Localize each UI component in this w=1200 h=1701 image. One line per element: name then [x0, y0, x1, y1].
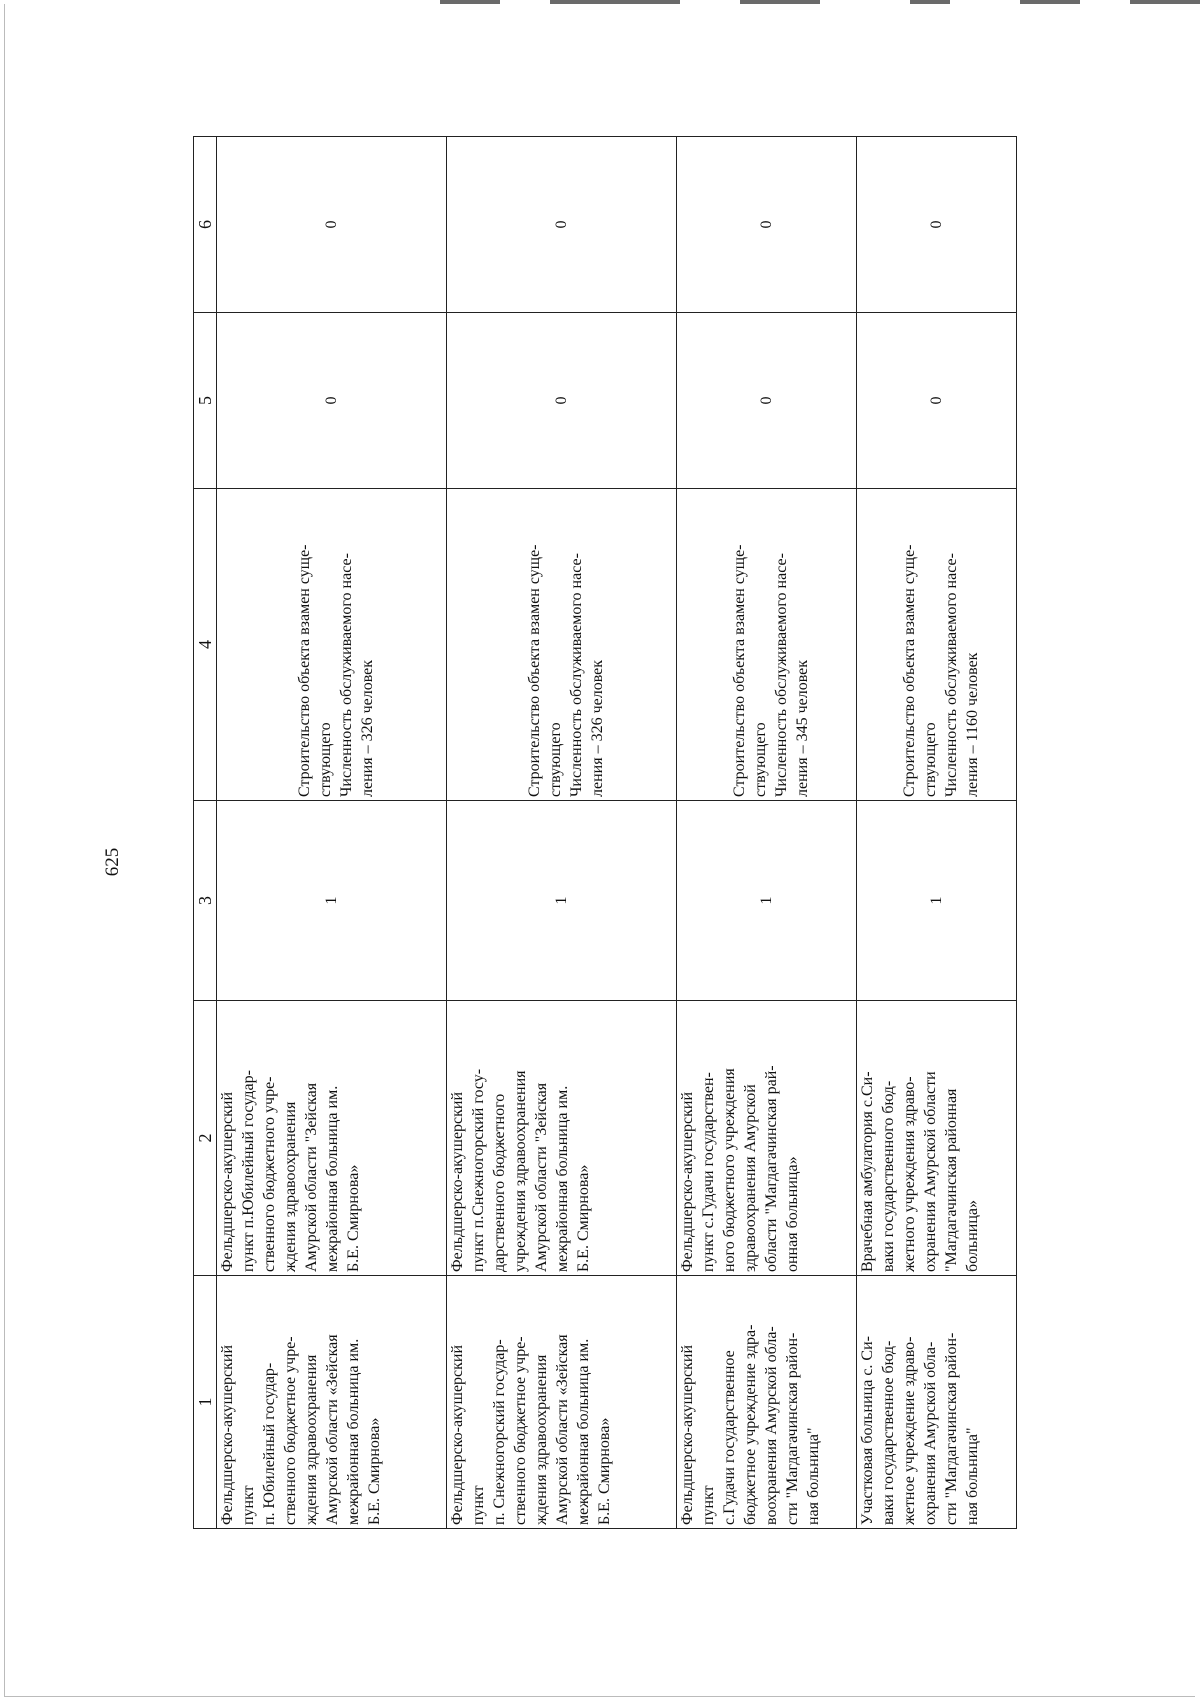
scan-artifact-marks [440, 0, 1200, 6]
header-col-4: 4 [194, 489, 217, 801]
header-col-5: 5 [194, 313, 217, 489]
cell-col3: 1 [677, 801, 857, 1001]
cell-col3: 1 [447, 801, 677, 1001]
table-header-row [194, 137, 217, 1529]
cell-col2: Фельдшерско-акушерский пункт п.Юбилейный государ- ственного бюджетного учре- ждения здравоохранения Амурской области "Зейская межрайонная больница им. Б.Е. Смирнова» [217, 1001, 447, 1276]
cell-col2: Фельдшерско-акушерский пункт п.Снежногорский госу- дарственного бюджетного учреждения здравоохранения Амурской области "Зейская межрайонная больница им. Б.Е. Смирнова» [447, 1001, 677, 1276]
table-row [677, 137, 857, 1529]
cell-col4: Строительство объекта взамен суще- ствующего Численность обслуживаемого насе- ления – 326 человек [447, 489, 677, 801]
cell-col6: 0 [217, 137, 447, 313]
facility-table [193, 136, 1017, 1529]
cell-col6: 0 [677, 137, 857, 313]
page-number: 625 [102, 847, 123, 877]
header-col-1: 1 [194, 1276, 217, 1529]
cell-col4: Строительство объекта взамен суще- ствующего Численность обслуживаемого насе- ления – 345 человек [677, 489, 857, 801]
cell-col6: 0 [447, 137, 677, 313]
cell-col5: 0 [447, 313, 677, 489]
header-col-6: 6 [194, 137, 217, 313]
header-col-2: 2 [194, 1001, 217, 1276]
table-rotated-content [193, 137, 1015, 1529]
table-row [447, 137, 677, 1529]
cell-col1: Фельдшерско-акушерский пункт п. Юбилейный государ- ственного бюджетное учре- ждения здравоохранения Амурской области «Зейская межрайонная больница им. Б.Е. Смирнова» [217, 1276, 447, 1529]
cell-col5: 0 [857, 313, 1017, 489]
header-col-3: 3 [194, 801, 217, 1001]
cell-col6: 0 [857, 137, 1017, 313]
cell-col2: Врачебная амбулатория с.Си- ваки государственного бюд- жетного учреждения здраво- охранения Амурской области "Магдагачинская районная больница» [857, 1001, 1017, 1276]
cell-col1: Участковая больница с. Си- ваки государственное бюд- жетное учреждение здраво- охранения Амурской обла- сти "Магдагачинская район- ная больница" [857, 1276, 1017, 1529]
cell-col1: Фельдшерско-акушерский пункт п. Снежногорский государ- ственного бюджетное учре- ждения здравоохранения Амурской области «Зейская межрайонная больница им. Б.Е. Смирнова» [447, 1276, 677, 1529]
cell-col3: 1 [217, 801, 447, 1001]
table-row [857, 137, 1017, 1529]
cell-col4: Строительство объекта взамен суще- ствующего Численность обслуживаемого насе- ления – 326 человек [217, 489, 447, 801]
cell-col1: Фельдшерско-акушерский пункт с.Гудачи государственное бюджетное учреждение здра- воохранения Амурской обла- сти "Магдагачинская район- ная больница" [677, 1276, 857, 1529]
cell-col4: Строительство объекта взамен суще- ствующего Численность обслуживаемого насе- ления – 1160 человек [857, 489, 1017, 801]
cell-col3: 1 [857, 801, 1017, 1001]
table-row [217, 137, 447, 1529]
table-rotated-wrapper [193, 137, 1015, 1529]
cell-col5: 0 [677, 313, 857, 489]
cell-col5: 0 [217, 313, 447, 489]
cell-col2: Фельдшерско-акушерский пункт с.Гудачи государствен- ного бюджетного учреждения здравоохранения Амурской области "Магдагачинская рай- онная больница» [677, 1001, 857, 1276]
